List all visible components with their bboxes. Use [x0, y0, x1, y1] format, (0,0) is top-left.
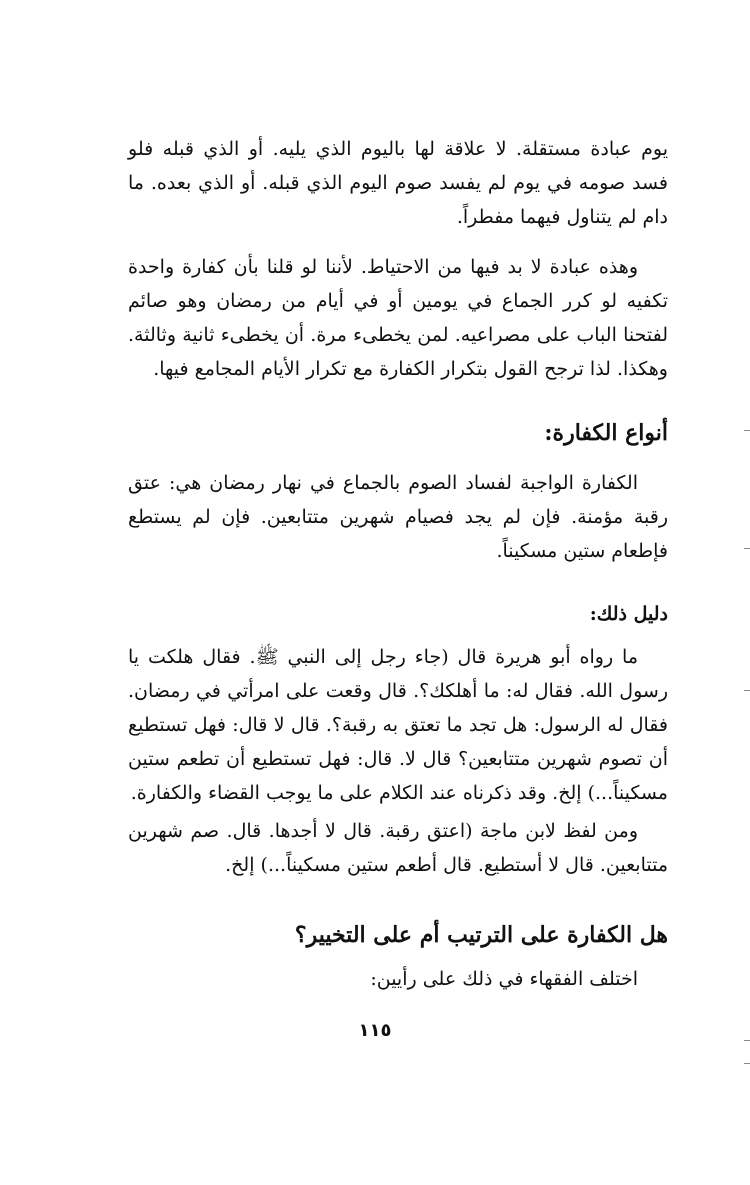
heading-evidence: دليل ذلك:: [589, 603, 668, 625]
paragraph-scholars-differ: اختلف الفقهاء في ذلك على رأيين:: [370, 968, 638, 990]
paragraph-hadith-abu-hurayra: ما رواه أبو هريرة قال (جاء رجل إلى النبي ﷺ. فقال هلكت يا رسول الله. فقال له: ما أهلكك؟. قال وقعت على امرأتي في رمضان. فقال له الرسول: هل تجد ما تعتق به رقبة؟. قال لا قال: فهل تستطيع أن تصوم شهرين متتابعين؟ قال لا. قال: فهل تستطيع أن تطعم ستين مسكيناً...) إلخ. وقد ذكرناه عند الكلام على ما يوجب القضاء والكفارة.: [128, 646, 668, 804]
margin-mark: [744, 548, 750, 549]
margin-mark: [744, 1040, 750, 1041]
margin-mark: [744, 430, 750, 431]
heading-order-or-choice: هل الكفارة على الترتيب أم على التخيير؟: [294, 922, 668, 948]
paragraph-ibn-majah: ومن لفظ لابن ماجة (اعتق رقبة. قال لا أجدها. قال. صم شهرين متتابعين. قال لا أستطيع. قال أطعم ستين مسكيناً...) إلخ.: [128, 820, 668, 876]
paragraph-day-independence: يوم عبادة مستقلة. لا علاقة لها باليوم الذي يليه. أو الذي قبله فلو فسد صومه في يوم لم يفسد صوم اليوم الذي قبله. أو الذي بعده. ما دام لم يتناول فيهما مفطراً.: [128, 138, 668, 228]
page-number: ١١٥: [358, 1020, 392, 1041]
margin-mark: [744, 690, 750, 691]
paragraph-precaution: وهذه عبادة لا بد فيها من الاحتياط. لأننا لو قلنا بأن كفارة واحدة تكفيه لو كرر الجماع في يومين أو في أيام من رمضان وهو صائم لفتحنا الباب على مصراعيه. لمن يخطىء مرة. أن يخطىء ثانية وثالثة. وهكذا. لذا ترجح القول بتكرار الكفارة مع تكرار الأيام المجامع فيها.: [128, 256, 668, 380]
heading-types-of-expiation: أنواع الكفارة:: [544, 420, 668, 446]
paragraph-expiation-types: الكفارة الواجبة لفساد الصوم بالجماع في نهار رمضان هي: عتق رقبة مؤمنة. فإن لم يجد فصيام شهرين متتابعين. فإن لم يستطع فإطعام ستين مسكيناً.: [128, 472, 668, 562]
margin-mark: [744, 1063, 750, 1064]
